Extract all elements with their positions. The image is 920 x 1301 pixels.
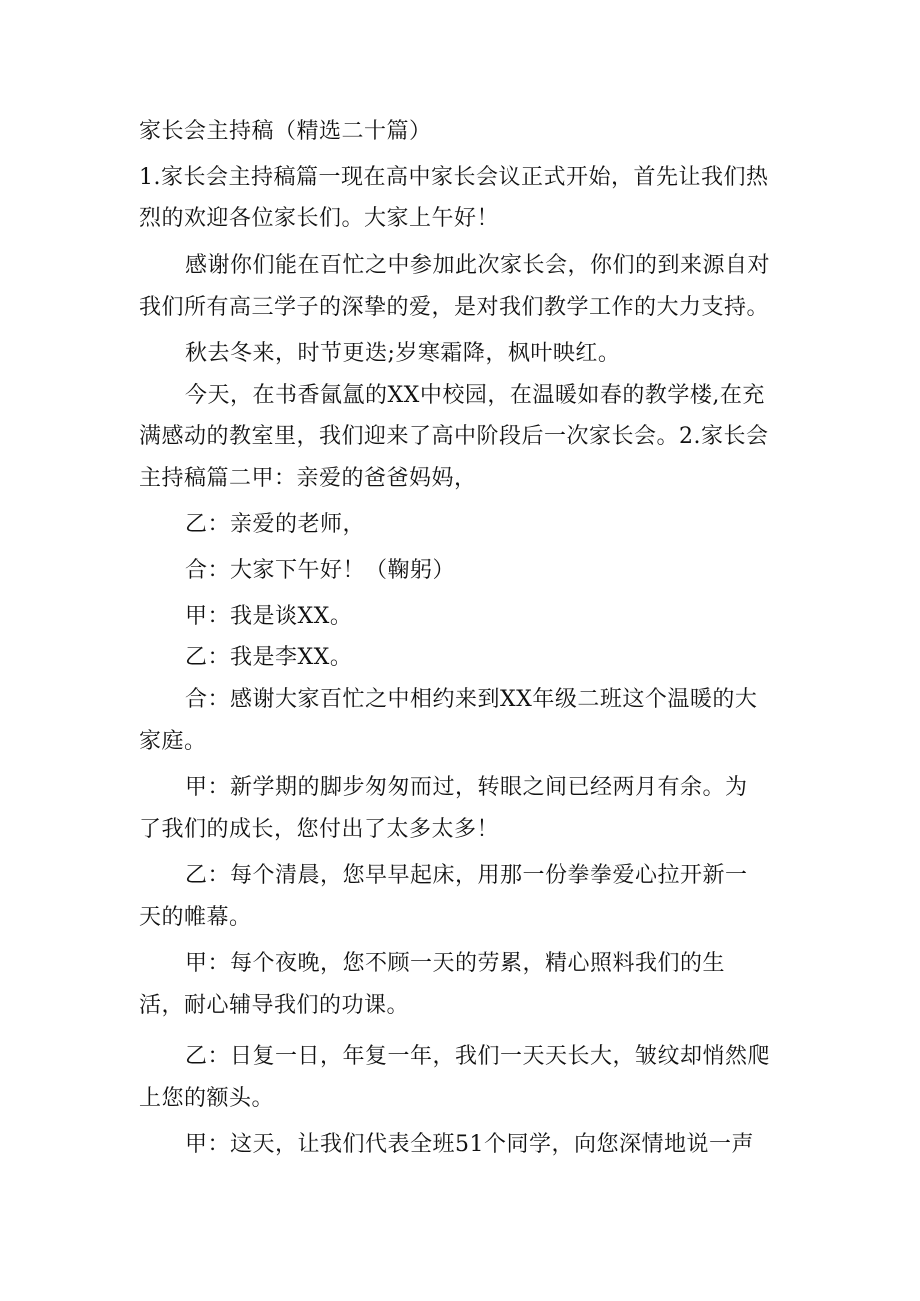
- text-line: 乙：日复一日，年复一年，我们一天天长大，皱纹却悄然爬: [185, 1044, 771, 1069]
- document-title: 家长会主持稿（精选二十篇）: [139, 119, 432, 144]
- text-line: 甲：这天，让我们代表全班51个同学，向您深情地说一声: [185, 1132, 754, 1157]
- text-line: 满感动的教室里，我们迎来了高中阶段后一次家长会。2.家长会: [139, 424, 769, 449]
- text-line: 今天，在书香氤氲的XX中校园，在温暖如春的教学楼,在充: [185, 383, 765, 408]
- text-line: 我们所有高三学子的深挚的爱，是对我们教学工作的大力支持。: [139, 295, 770, 320]
- text-line: 主持稿篇二甲：亲爱的爸爸妈妈，: [139, 466, 477, 491]
- text-line: 家庭。: [139, 729, 207, 754]
- text-line: 烈的欢迎各位家长们。大家上午好！: [139, 206, 500, 231]
- text-line: 感谢你们能在百忙之中参加此次家长会，你们的到来源自对: [185, 253, 771, 278]
- text-line: 合：大家下午好！（鞠躬）: [185, 558, 456, 583]
- text-line: 乙：亲爱的老师，: [185, 512, 366, 537]
- text-line: 乙：每个清晨，您早早起床，用那一份拳拳爱心拉开新一: [185, 863, 748, 888]
- text-line: 了我们的成长，您付出了太多太多！: [139, 817, 500, 842]
- text-line: 甲：我是谈XX。: [185, 604, 353, 629]
- text-line: 天的帷幕。: [139, 905, 252, 930]
- text-line: 甲：每个夜晚，您不顾一天的劳累，精心照料我们的生: [185, 951, 726, 976]
- text-line: 乙：我是李XX。: [185, 645, 353, 670]
- text-line: 甲：新学期的脚步匆匆而过，转眼之间已经两月有余。为: [185, 775, 748, 800]
- text-line: 合：感谢大家百忙之中相约来到XX年级二班这个温暖的大: [185, 687, 758, 712]
- text-line: 活，耐心辅导我们的功课。: [139, 993, 410, 1018]
- text-line: 上您的额头。: [139, 1086, 275, 1111]
- text-line: 1.家长会主持稿篇一现在高中家长会议正式开始，首先让我们热: [139, 165, 769, 190]
- text-line: 秋去冬来，时节更迭;岁寒霜降，枫叶映红。: [185, 341, 621, 366]
